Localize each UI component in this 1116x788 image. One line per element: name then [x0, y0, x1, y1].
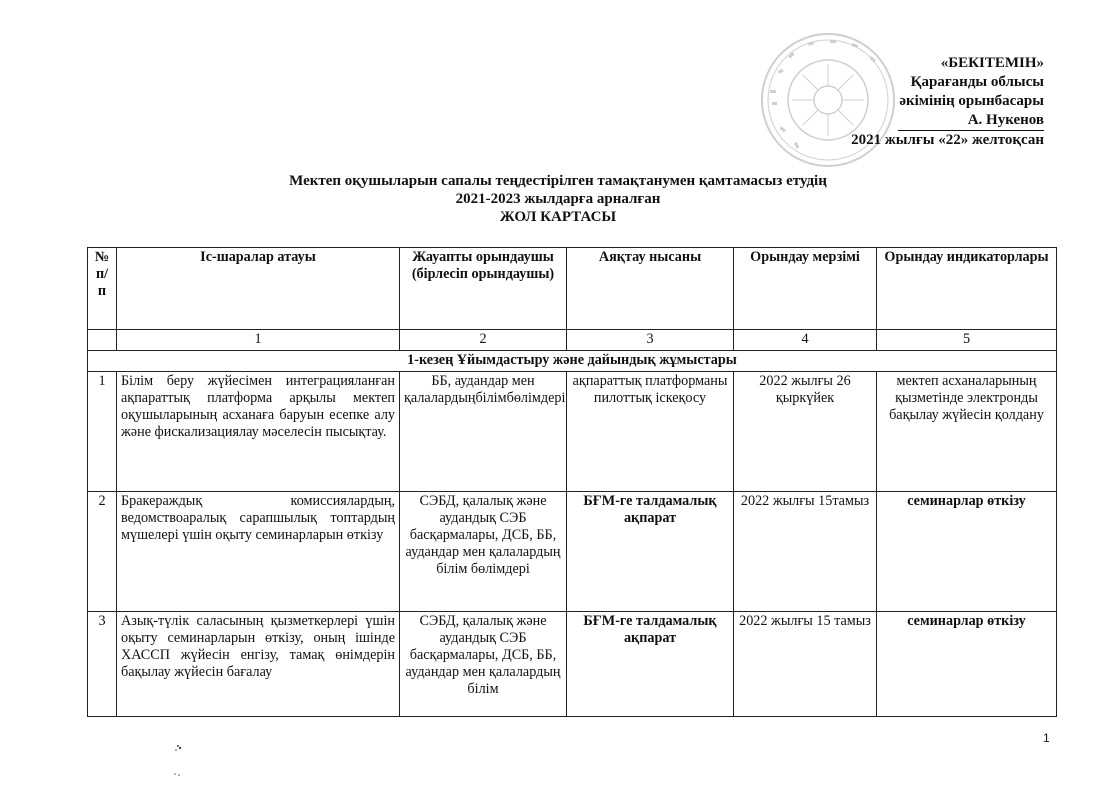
- row-responsible: ББ, аудандар мен қалалардыңбілімбөлімдері: [400, 372, 567, 492]
- column-number: 3: [567, 330, 734, 351]
- row-indicators: семинарлар өткізу: [877, 612, 1057, 717]
- roadmap-table: [87, 247, 1057, 717]
- row-activity: Азық-түлік саласының қызметкерлері үшін оқыту семинарларын өткізу, оның ішінде ХАССП жүйесін енгізу, тамақ өнімдерін бақылау жүйесін бағалау: [117, 612, 400, 717]
- row-activity: Бракераждық комиссиялардың, ведомствоаралық сарапшылық топтардың мүшелері үшін оқыту семинарларын өткізу: [117, 492, 400, 612]
- row-num: 3: [88, 612, 117, 717]
- column-number-row: [88, 330, 1057, 351]
- table-row: [88, 612, 1057, 717]
- row-responsible: СЭБД, қалалық және аудандық СЭБ басқармалары, ДСБ, ББ, аудандар мен қалалардың білім бөлімдері: [400, 492, 567, 612]
- approval-region: Қарағанды облысы: [910, 74, 1044, 90]
- header-activity: Іс-шаралар атауы: [117, 248, 400, 330]
- scan-specks: [170, 740, 200, 780]
- row-indicators: мектеп асханаларының қызметінде электронды бақылау жүйесін қолдану: [877, 372, 1057, 492]
- header-responsible: Жауапты орындаушы (бірлесіп орындаушы): [400, 248, 567, 330]
- row-completion: БҒМ-ге талдамалық ақпарат: [567, 492, 734, 612]
- table-header-row: [88, 248, 1057, 330]
- table-row: [88, 492, 1057, 612]
- title-line-2: 2021-2023 жылдарға арналған: [455, 191, 661, 207]
- stage-row: [88, 351, 1057, 372]
- row-indicators: семинарлар өткізу: [877, 492, 1057, 612]
- column-number: 1: [117, 330, 400, 351]
- title-line-3: ЖОЛ КАРТАСЫ: [499, 209, 617, 225]
- row-responsible: СЭБД, қалалық және аудандық СЭБ басқармалары, ДСБ, ББ, аудандар мен қалалардың білім: [400, 612, 567, 717]
- approval-block: [784, 54, 1044, 150]
- approval-heading: «БЕКІТЕМІН»: [940, 55, 1044, 71]
- header-num: № п/п: [88, 248, 117, 330]
- column-number-empty: [88, 330, 117, 351]
- approval-signatory: А. Нукенов: [898, 111, 1044, 131]
- row-completion: БҒМ-ге талдамалық ақпарат: [567, 612, 734, 717]
- row-activity: Білім беру жүйесімен интеграцияланған ақпараттық платформа арқылы мектеп оқушыларының асханаға баруын есепке алу және фискализациялау мәселесін пысықтау.: [117, 372, 400, 492]
- column-number: 5: [877, 330, 1057, 351]
- row-num: 1: [88, 372, 117, 492]
- row-deadline: 2022 жылғы 26 қыркүйек: [734, 372, 877, 492]
- header-completion: Аяқтау нысаны: [567, 248, 734, 330]
- row-completion: ақпараттық платформаны пилоттық іскеқосу: [567, 372, 734, 492]
- column-number: 4: [734, 330, 877, 351]
- row-num: 2: [88, 492, 117, 612]
- row-deadline: 2022 жылғы 15 тамыз: [734, 612, 877, 717]
- row-deadline: 2022 жылғы 15тамыз: [734, 492, 877, 612]
- title-line-1: Мектеп оқушыларын сапалы теңдестірілген тамақтанумен қамтамасыз етудің: [289, 173, 827, 189]
- header-indicators: Орындау индикаторлары: [877, 248, 1057, 330]
- table-row: [88, 372, 1057, 492]
- page-number: 1: [1043, 731, 1050, 745]
- document-title: [0, 172, 1116, 226]
- stage-1-label: 1-кезең Ұйымдастыру және дайындық жұмыстары: [88, 351, 1057, 372]
- approval-date: 2021 жылғы «22» желтоқсан: [851, 132, 1044, 148]
- approval-position: әкімінің орынбасары: [899, 93, 1044, 109]
- header-deadline: Орындау мерзімі: [734, 248, 877, 330]
- column-number: 2: [400, 330, 567, 351]
